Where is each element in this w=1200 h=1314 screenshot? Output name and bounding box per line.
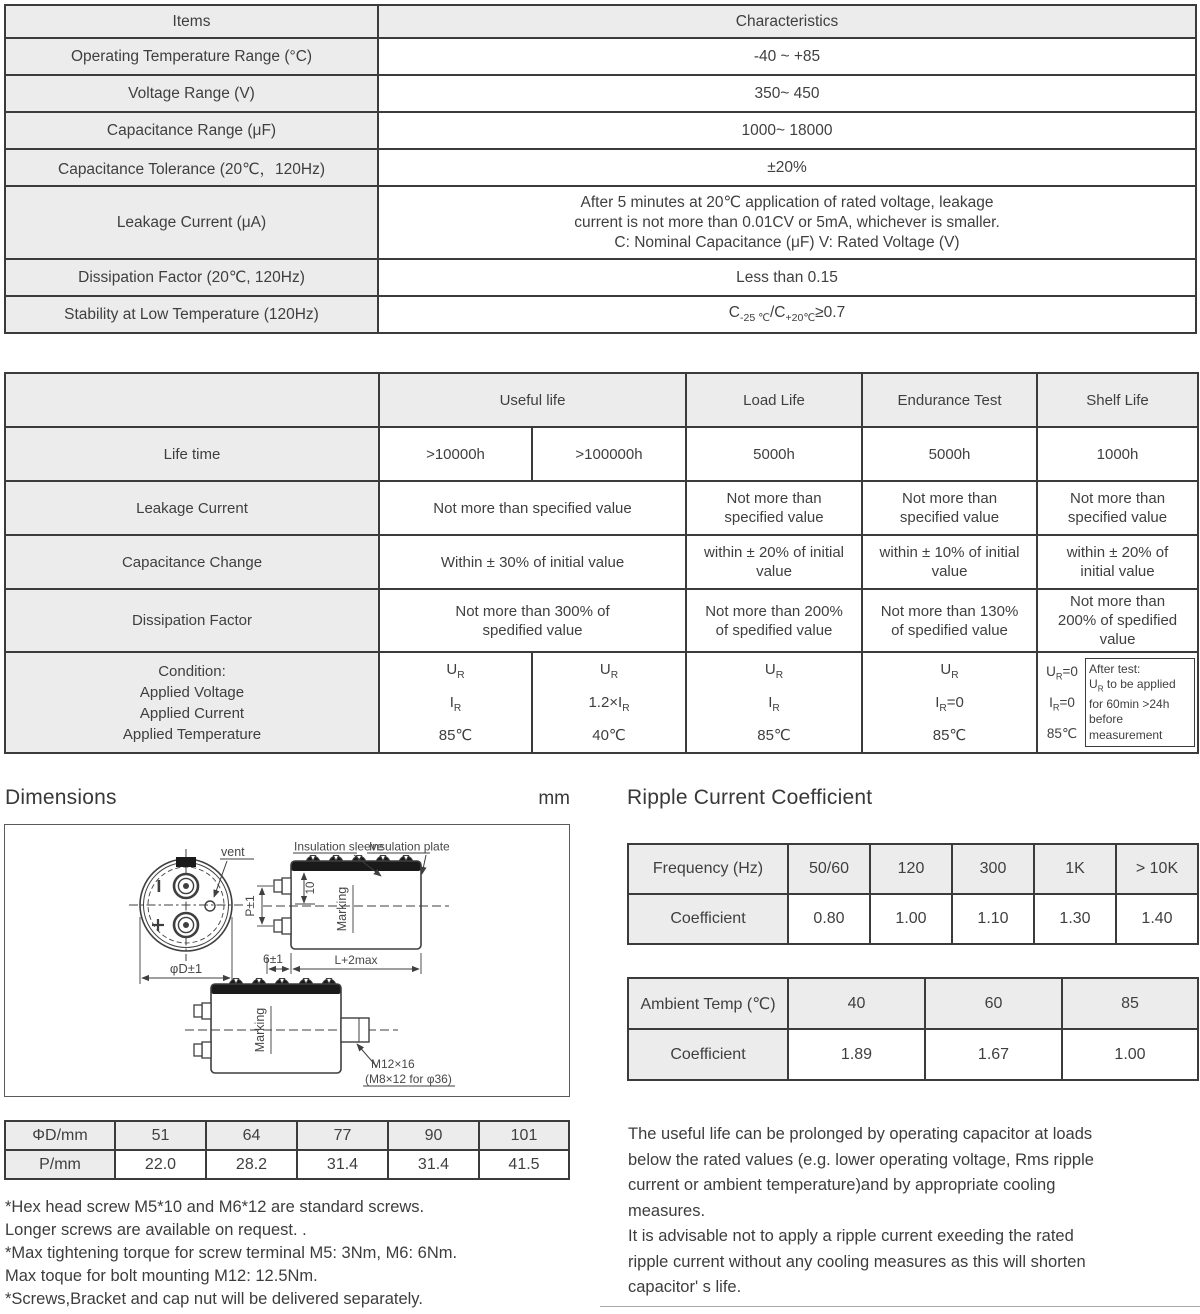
- spec-value: 1000~ 18000: [378, 112, 1196, 149]
- dimensions-drawing-box: [4, 824, 570, 1097]
- table-row: [628, 978, 1198, 1029]
- table-row: [5, 38, 1196, 75]
- row-label: Dissipation Factor: [5, 589, 379, 652]
- condition-shelf: [1037, 652, 1198, 753]
- pitch-row-label: P/mm: [5, 1150, 115, 1179]
- table-row: [5, 259, 1196, 296]
- length-dimension-label: L+2max: [334, 953, 378, 967]
- spec-value-stability-formula: [378, 296, 1196, 333]
- condition-label-line: Applied Voltage: [139, 683, 245, 701]
- condition-label-line: Condition:: [158, 662, 226, 680]
- coefficient-value: 1.00: [870, 894, 952, 944]
- spec-item: Capacitance Tolerance (20℃，120Hz): [5, 149, 378, 186]
- spec-value: Less than 0.15: [378, 259, 1196, 296]
- table-row: [5, 589, 1198, 652]
- formula-base: /C: [769, 304, 786, 322]
- plus-mark: [152, 919, 164, 931]
- life-time-useful-b: >100000h: [532, 427, 686, 481]
- life-time-shelf: 1000h: [1037, 427, 1198, 481]
- ripple-heading: Ripple Current Coefficient: [627, 786, 873, 809]
- life-table: [4, 372, 1199, 754]
- terminal-stud: [202, 1003, 211, 1019]
- table-row: [5, 1121, 569, 1150]
- capacitance-shelf: within ± 20% of initial value: [1037, 535, 1198, 589]
- note-line: *Hex head screw M5*10 and M6*12 are standard screws.: [5, 1198, 425, 1216]
- paragraph-line: It is advisable not to apply a ripple current exeeding the rated: [628, 1227, 1074, 1245]
- condition-useful-b: $U_R$ $1.2\times I_R$ 40℃: [532, 652, 686, 753]
- row-label: Leakage Current: [5, 481, 379, 535]
- spec-value: 350~ 450: [378, 75, 1196, 112]
- capacitance-endurance: within ± 10% of initial value: [862, 535, 1037, 589]
- dissipation-useful: [379, 589, 686, 652]
- coefficient-value: 1.00: [1062, 1029, 1198, 1080]
- condition-label-line: Applied Current: [139, 704, 245, 722]
- spec-item: Dissipation Factor (20℃, 120Hz): [5, 259, 378, 296]
- paragraph-line: current or ambient temperature)and by appropriate cooling: [628, 1176, 1056, 1194]
- spec-header-characteristics: Characteristics: [378, 5, 1196, 38]
- shelf-after-test-note: After test: $U_R$ to be applied for 60min >24h before measurement: [1085, 658, 1195, 748]
- table-row: [628, 844, 1198, 894]
- condition-row: [5, 652, 1198, 753]
- frequency-value: > 10K: [1116, 844, 1198, 894]
- pitch-dimension-label: P±1: [243, 895, 257, 917]
- spec-value-leakage: [378, 186, 1196, 259]
- table-row: [628, 894, 1198, 944]
- vent-hole: [205, 901, 215, 911]
- table-row: [5, 481, 1198, 535]
- coefficient-value: 1.89: [788, 1029, 925, 1080]
- stud-alt-size-label: (M8×12 for φ36): [365, 1072, 452, 1086]
- diameter-dimension-label: φD±1: [169, 961, 203, 976]
- insulation-sleeve-label: Insulation sleeve: [294, 839, 384, 854]
- note-line: *Max tightening torque for screw terminal M5: 3Nm, M6: 6Nm.: [5, 1244, 458, 1262]
- marking-label: Marking: [253, 1007, 267, 1053]
- life-header-endurance: Endurance Test: [862, 373, 1037, 427]
- top-view: [129, 845, 254, 984]
- spec-header-items: Items: [5, 5, 378, 38]
- leakage-useful: Not more than specified value: [379, 481, 686, 535]
- life-header-useful: Useful life: [379, 373, 686, 427]
- pitch-value: 41.5: [479, 1150, 569, 1179]
- terminal-positive: [174, 913, 198, 937]
- spec-item: Stability at Low Temperature (120Hz): [5, 296, 378, 333]
- table-row: [5, 535, 1198, 589]
- condition-label: [5, 652, 379, 753]
- life-header-load: Load Life: [686, 373, 862, 427]
- insulation-plate-band: [291, 861, 421, 871]
- formula-tail: ≥0.7: [815, 304, 846, 322]
- leakage-shelf: Not more than specified value: [1037, 481, 1198, 535]
- dissipation-load: Not more than 200% of spedified value: [686, 589, 862, 652]
- paragraph-line: below the rated values (e.g. lower operating voltage, Rms ripple: [628, 1150, 1094, 1169]
- table-row: [5, 186, 1196, 259]
- useful-life-paragraph: [628, 1122, 1200, 1301]
- leakage-line-3: C: Nominal Capacitance (μF) V: Rated Voltage (V): [614, 233, 960, 251]
- paragraph-line: measures.: [628, 1201, 706, 1220]
- polarity-marker: [176, 857, 196, 867]
- paragraph-line: ripple current without any cooling measures as this will shorten: [628, 1252, 1086, 1271]
- table-row: [5, 112, 1196, 149]
- pitch-value: 31.4: [297, 1150, 388, 1179]
- condition-shelf-values: $U_R=0$ $I_R=0$ 85℃: [1046, 664, 1078, 741]
- capacitor-outline-drawing: [5, 825, 569, 1095]
- formula-sub: -25 ℃: [739, 312, 770, 325]
- mounting-stud: [341, 1018, 369, 1042]
- note-line: Longer screws are available on request. .: [5, 1221, 307, 1239]
- leakage-line-1: After 5 minutes at 20℃ application of rated voltage, leakage: [580, 193, 994, 211]
- ripple-frequency-table: [627, 843, 1199, 945]
- life-header-shelf: Shelf Life: [1037, 373, 1198, 427]
- spec-item: Capacitance Range (μF): [5, 112, 378, 149]
- formula-sub: +20℃: [785, 312, 816, 325]
- leakage-line-2: current is not more than 0.01CV or 5mA, whichever is smaller.: [574, 213, 1000, 231]
- minus-mark: [158, 880, 161, 892]
- coefficient-value: 1.10: [952, 894, 1034, 944]
- capacitance-load: within ± 20% of initial value: [686, 535, 862, 589]
- condition-load: $U_R$ $I_R$ 85℃: [686, 652, 862, 753]
- coefficient-value: 1.30: [1034, 894, 1116, 944]
- table-row: [5, 75, 1196, 112]
- ambient-temp-value: 85: [1062, 978, 1198, 1029]
- terminal-stud: [202, 1042, 211, 1058]
- screw-notes: [5, 1196, 605, 1311]
- frequency-value: 50/60: [788, 844, 870, 894]
- terminal-stud: [282, 878, 291, 894]
- condition-label-line: Applied Temperature: [122, 725, 262, 743]
- frequency-value: 120: [870, 844, 952, 894]
- coefficient-value: 0.80: [788, 894, 870, 944]
- table-row: [5, 149, 1196, 186]
- vent-label: vent: [221, 845, 245, 859]
- insulation-plate-band: [211, 984, 341, 994]
- insulation-plate-label: Insulation plate: [369, 839, 450, 854]
- leakage-load: Not more than specified value: [686, 481, 862, 535]
- coefficient-label: Coefficient: [628, 1029, 788, 1080]
- dissipation-useful-text: Not more than 300% of spedified value: [455, 602, 610, 639]
- diameter-value: 77: [297, 1121, 388, 1150]
- spec-item: Operating Temperature Range (°C): [5, 38, 378, 75]
- condition-useful-a: $U_R$ $I_R$ 85℃: [379, 652, 532, 753]
- formula-base: C: [728, 304, 740, 322]
- life-header-empty: [5, 373, 379, 427]
- sleeve-overhang-dimension-label: 10: [305, 881, 317, 895]
- frequency-value: 300: [952, 844, 1034, 894]
- diameter-row-label: ΦD/mm: [5, 1121, 115, 1150]
- ambient-temp-value: 40: [788, 978, 925, 1029]
- life-time-endurance: 5000h: [862, 427, 1037, 481]
- paragraph-line: The useful life can be prolonged by operating capacitor at loads: [628, 1125, 1093, 1143]
- coefficient-label: Coefficient: [628, 894, 788, 944]
- table-row: [5, 296, 1196, 333]
- life-time-load: 5000h: [686, 427, 862, 481]
- diameter-value: 51: [115, 1121, 206, 1150]
- diameter-value: 64: [206, 1121, 297, 1150]
- terminal-stud: [282, 918, 291, 934]
- spec-value: ±20%: [378, 149, 1196, 186]
- bottom-divider: [600, 1306, 1200, 1307]
- pitch-value: 22.0: [115, 1150, 206, 1179]
- frequency-label: Frequency (Hz): [628, 844, 788, 894]
- note-line: Max toque for bolt mounting M12: 12.5Nm.: [5, 1267, 318, 1285]
- diameter-value: 101: [479, 1121, 569, 1150]
- life-header-row: [5, 373, 1198, 427]
- table-row: [5, 1150, 569, 1179]
- coefficient-value: 1.40: [1116, 894, 1198, 944]
- note-line: *Screws,Bracket and cap nut will be delivered separately.: [5, 1290, 423, 1308]
- pitch-value: 31.4: [388, 1150, 479, 1179]
- pitch-value: 28.2: [206, 1150, 297, 1179]
- terminal-negative: [174, 874, 198, 898]
- ambient-temp-value: 60: [925, 978, 1062, 1029]
- coefficient-value: 1.67: [925, 1029, 1062, 1080]
- capacitance-useful: Within ± 30% of initial value: [379, 535, 686, 589]
- spec-item: Voltage Range (V): [5, 75, 378, 112]
- row-label: Life time: [5, 427, 379, 481]
- terminal-offset-dimension-label: 6±1: [263, 952, 283, 966]
- stud-size-label: M12×16: [371, 1057, 415, 1071]
- spec-value: -40 ~ +85: [378, 38, 1196, 75]
- dimensions-heading: Dimensions: [5, 786, 117, 809]
- diameter-value: 90: [388, 1121, 479, 1150]
- table-row: [628, 1029, 1198, 1080]
- ambient-temp-label: Ambient Temp (℃): [628, 978, 788, 1029]
- row-label: Capacitance Change: [5, 535, 379, 589]
- spec-item: Leakage Current (μA): [5, 186, 378, 259]
- side-view: [243, 840, 450, 975]
- condition-endurance: $U_R$ $I_R=0$ 85℃: [862, 652, 1037, 753]
- spec-table: [4, 4, 1197, 334]
- size-table: [4, 1120, 570, 1180]
- paragraph-line: capacitor' s life.: [628, 1278, 742, 1296]
- leakage-endurance: Not more than specified value: [862, 481, 1037, 535]
- table-row: [5, 427, 1198, 481]
- dissipation-endurance: Not more than 130% of spedified value: [862, 589, 1037, 652]
- bottom-view: [185, 979, 455, 1087]
- marking-label: Marking: [335, 886, 349, 932]
- ripple-temperature-table: [627, 977, 1199, 1081]
- dissipation-shelf: Not more than 200% of spedified value: [1037, 589, 1198, 652]
- frequency-value: 1K: [1034, 844, 1116, 894]
- life-time-useful-a: >10000h: [379, 427, 532, 481]
- spec-header-row: [5, 5, 1196, 38]
- dimensions-unit-label: mm: [538, 788, 570, 809]
